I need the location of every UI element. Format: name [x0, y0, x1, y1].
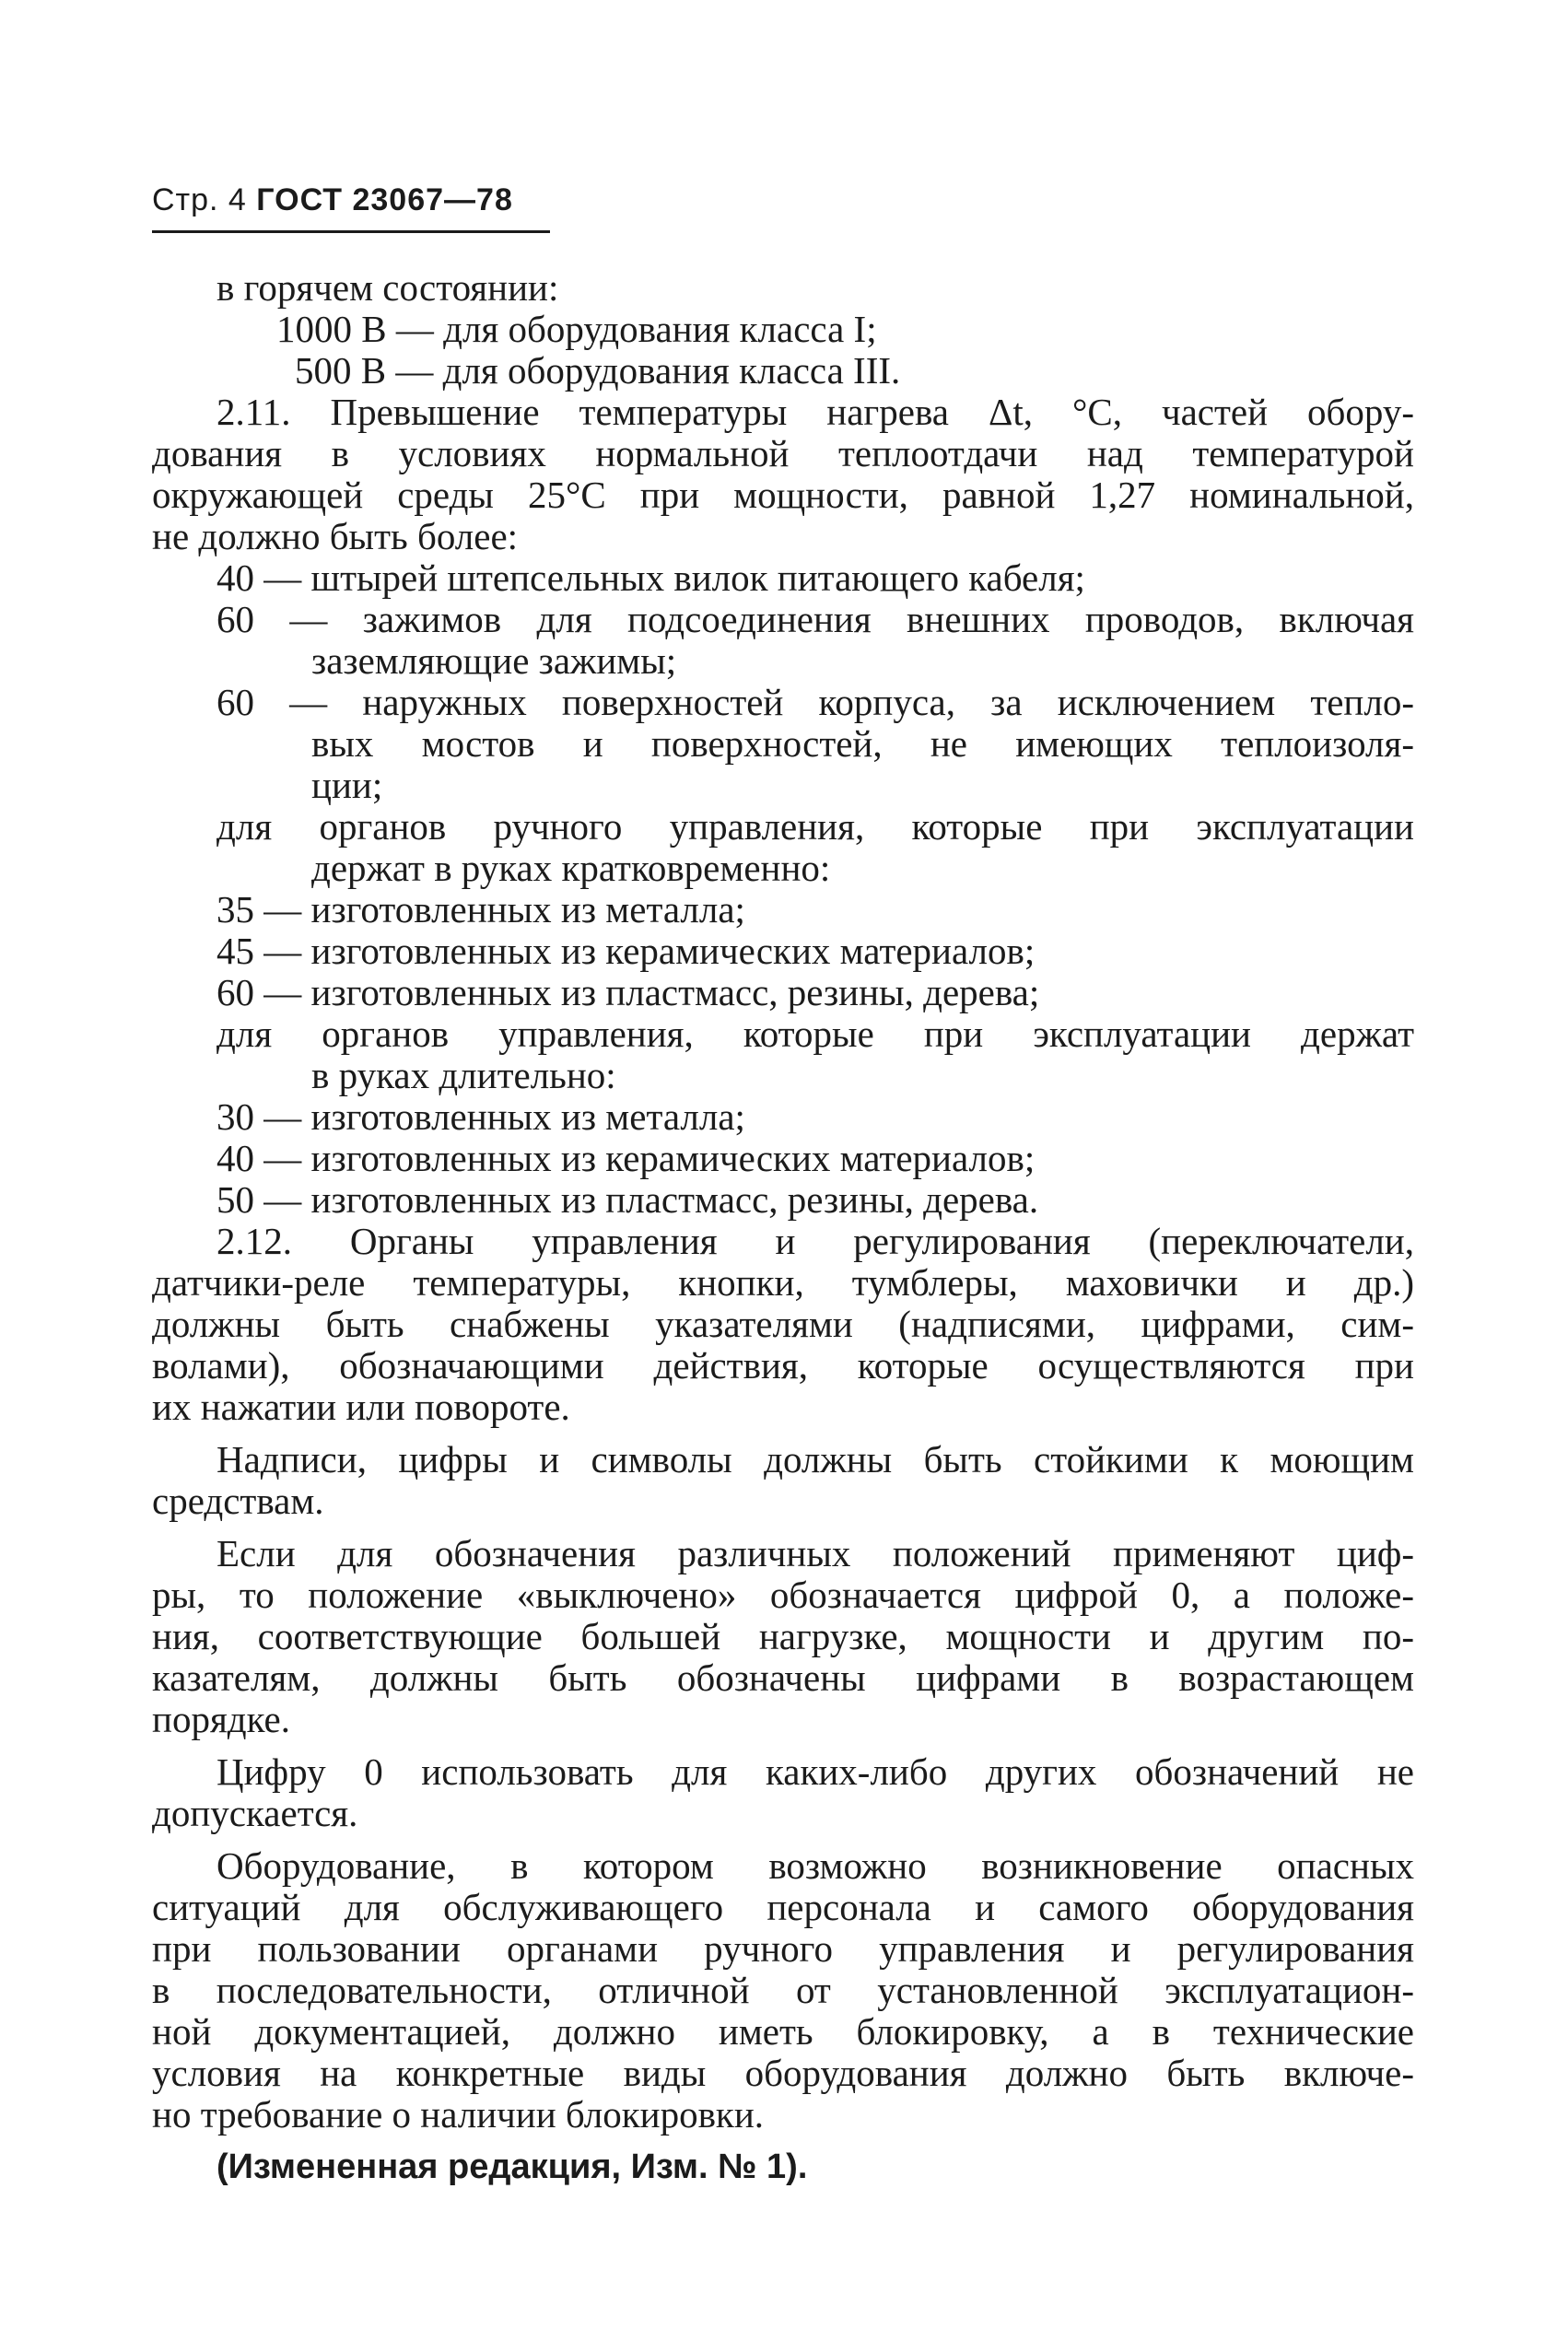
- paragraph-line: допускается.: [152, 1792, 358, 1834]
- paragraph-line: порядке.: [152, 1698, 291, 1740]
- paragraph-line: Если для обозначения различных положений применяют циф-: [216, 1532, 1414, 1574]
- clause-2-12-line: их нажатии или повороте.: [152, 1386, 570, 1428]
- list-item: 40 — изготовленных из керамических материалов;: [216, 1137, 1036, 1179]
- list-item: 50 — изготовленных из пластмасс, резины, дерева.: [216, 1178, 1039, 1221]
- amendment-note: (Измененная редакция, Изм. № 1).: [216, 2148, 808, 2186]
- list-item: 35 — изготовленных из металла;: [216, 888, 745, 930]
- clause-2-12-line: должны быть снабжены указателями (надписями, цифрами, сим-: [152, 1303, 1414, 1345]
- paragraph-line: но требование о наличии блокировки.: [152, 2093, 765, 2136]
- document-body: [152, 267, 1414, 2188]
- clause-2-11-line: окружающей среды 25°С при мощности, равной 1,27 номинальной,: [152, 474, 1414, 516]
- clause-2-11-line: 2.11. Превышение температуры нагрева Δt, °С, частей обору-: [216, 391, 1414, 433]
- list-item: 60 — зажимов для подсоединения внешних проводов, включая: [216, 598, 1414, 640]
- clause-2-11-line: не должно быть более:: [152, 515, 519, 557]
- list-item-continuation: ции;: [311, 764, 383, 806]
- page-label: Стр. 4: [152, 182, 247, 217]
- group-heading: для органов ручного управления, которые при эксплуатации: [216, 805, 1414, 848]
- paragraph-line: ры, то положение «выключено» обозначается цифрой 0, а положе-: [152, 1574, 1414, 1616]
- paragraph-line: средствам.: [152, 1480, 324, 1522]
- list-item: 60 — наружных поверхностей корпуса, за исключением тепло-: [216, 681, 1414, 723]
- clause-2-11-line: дования в условиях нормальной теплоотдачи над температурой: [152, 432, 1414, 474]
- list-item-continuation: вых мостов и поверхностей, не имеющих теплоизоля-: [311, 722, 1414, 765]
- list-item: 40 — штырей штепсельных вилок питающего кабеля;: [216, 556, 1085, 599]
- list-item: 45 — изготовленных из керамических материалов;: [216, 930, 1036, 972]
- paragraph-line: ния, соответствующие большей нагрузке, мощности и другим по-: [152, 1615, 1414, 1657]
- list-item: 60 — изготовленных из пластмасс, резины, дерева;: [216, 971, 1040, 1013]
- paragraph-line: ситуаций для обслуживающего персонала и самого оборудования: [152, 1886, 1414, 1928]
- group-heading: для органов управления, которые при эксплуатации держат: [216, 1012, 1414, 1055]
- paragraph-line: в последовательности, отличной от установленной эксплуатацион-: [152, 1969, 1414, 2011]
- paragraph-line: Цифру 0 использовать для каких-либо других обозначений не: [216, 1750, 1414, 1793]
- paragraph-line: казателям, должны быть обозначены цифрами в возрастающем: [152, 1656, 1414, 1699]
- running-header: [152, 182, 513, 218]
- standard-number: ГОСТ 23067—78: [256, 182, 513, 217]
- paragraph-line: Надписи, цифры и символы должны быть стойкими к моющим: [216, 1438, 1414, 1480]
- header-rule: [152, 230, 550, 233]
- text-line: 500 В — для оборудования класса III.: [295, 349, 901, 392]
- clause-2-12-line: волами), обозначающими действия, которые осуществляются при: [152, 1344, 1414, 1387]
- clause-2-12-line: 2.12. Органы управления и регулирования (переключатели,: [216, 1220, 1414, 1262]
- group-heading-continuation: в руках длительно:: [311, 1054, 616, 1096]
- text-line: в горячем состоянии:: [216, 266, 559, 309]
- paragraph-line: Оборудование, в котором возможно возникновение опасных: [216, 1844, 1414, 1887]
- paragraph-line: при пользовании органами ручного управления и регулирования: [152, 1927, 1414, 1970]
- group-heading-continuation: держат в руках кратковременно:: [311, 847, 831, 889]
- paragraph-line: условия на конкретные виды оборудования должно быть включе-: [152, 2052, 1414, 2094]
- paragraph-line: ной документацией, должно иметь блокировку, а в технические: [152, 2010, 1414, 2053]
- clause-2-12-line: датчики-реле температуры, кнопки, тумблеры, маховички и др.): [152, 1261, 1414, 1304]
- list-item-continuation: заземляющие зажимы;: [311, 639, 677, 682]
- list-item: 30 — изготовленных из металла;: [216, 1095, 745, 1138]
- text-line: 1000 В — для оборудования класса I;: [276, 308, 877, 350]
